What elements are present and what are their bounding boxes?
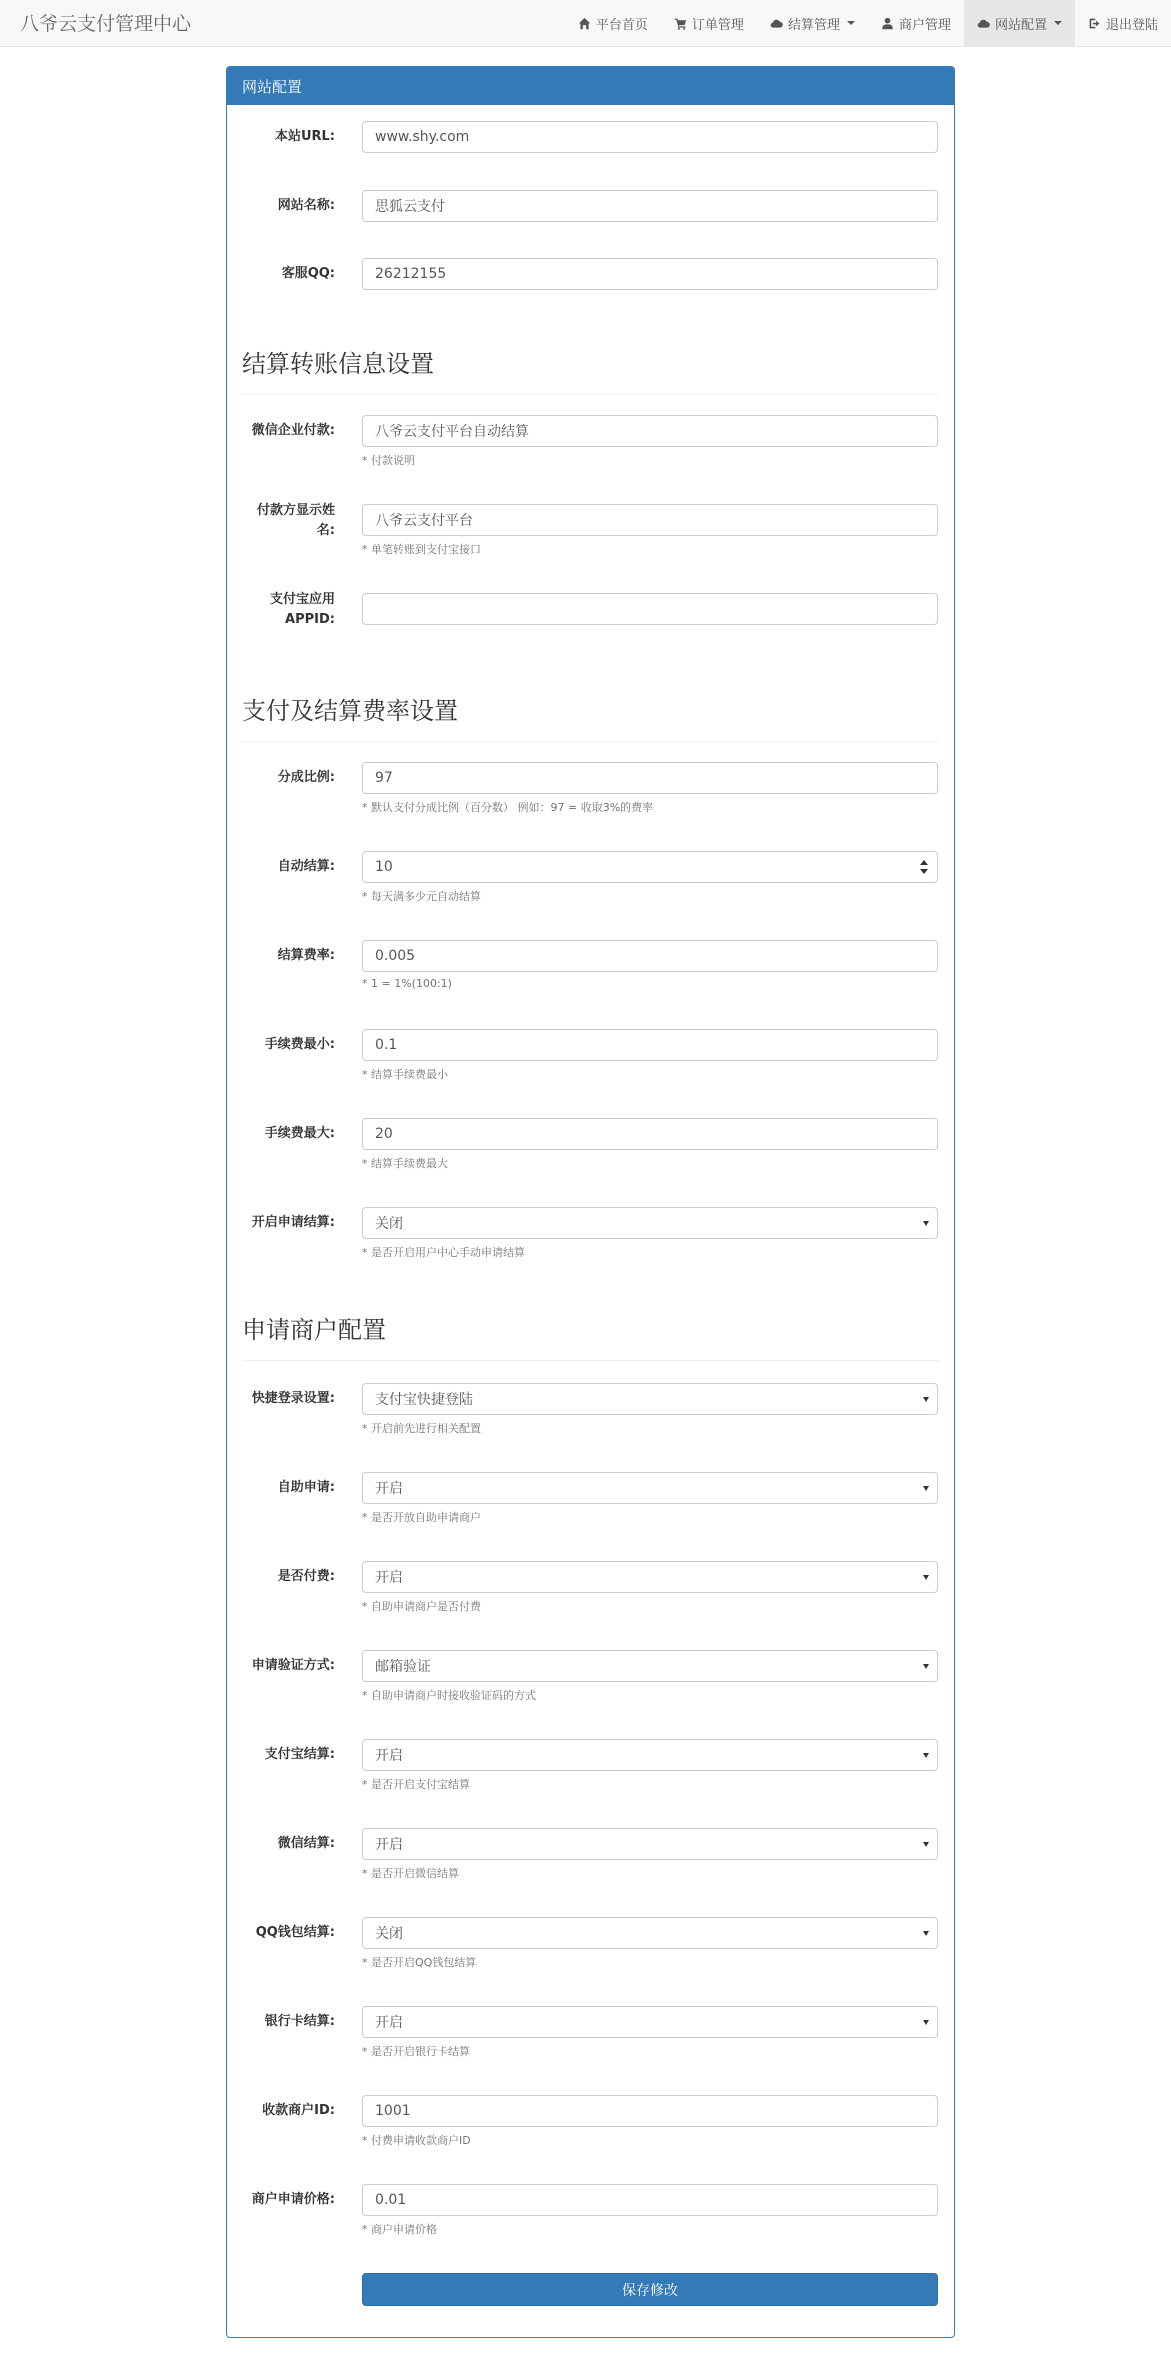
save-button[interactable]: 保存修改 (362, 2273, 938, 2306)
help-text: * 结算手续费最小 (362, 1068, 448, 1081)
verify-method-select[interactable]: 邮箱验证 (362, 1650, 938, 1682)
field-label: 微信企业付款: (251, 423, 335, 438)
field-label: 客服QQ: (281, 266, 335, 281)
field-label: 分成比例: (277, 770, 335, 785)
fee-min-input[interactable]: 0.1 (362, 1029, 938, 1061)
navbar (0, 0, 1171, 47)
nav-menu (565, 0, 1171, 46)
help-text: * 默认支付分成比例（百分数） 例如：97 = 收取3%的费率 (362, 801, 654, 814)
help-text: * 是否开启支付宝结算 (362, 1778, 470, 1791)
nav-item-merchants[interactable] (868, 0, 964, 46)
field-label: 结算费率: (277, 948, 335, 963)
section-title-merchant: 申请商户配置 (242, 1316, 386, 1344)
self-apply-select[interactable]: 开启 (362, 1472, 938, 1504)
help-text: * 商户申请价格 (362, 2223, 437, 2236)
fee-max-input[interactable]: 20 (362, 1118, 938, 1150)
app-title[interactable]: 八爷云支付管理中心 (20, 13, 192, 35)
field-label: 快捷登录设置: (251, 1391, 335, 1406)
nav-label: 订单管理 (691, 17, 744, 33)
divider (242, 1360, 939, 1361)
nav-label: 平台首页 (595, 17, 648, 33)
merchant-id-input[interactable]: 1001 (362, 2095, 938, 2127)
service-qq-input[interactable]: 26212155 (362, 258, 938, 290)
wechat-payment-input[interactable]: 八爷云支付平台自动结算 (362, 415, 938, 447)
share-ratio-input[interactable]: 97 (362, 762, 938, 794)
label-line: 名: (316, 523, 335, 538)
help-text: * 付款说明 (362, 454, 415, 467)
help-text: * 是否开放自助申请商户 (362, 1511, 481, 1524)
nav-label: 结算管理 (787, 17, 840, 33)
panel-heading: 网站配置 (227, 67, 954, 105)
bank-settle-select[interactable]: 开启 (362, 2006, 938, 2038)
stepper-value: 10 (375, 859, 393, 875)
help-text: * 付费申请收款商户ID (362, 2134, 471, 2147)
field-label: QQ钱包结算: (255, 1925, 335, 1940)
field-label: 手续费最大: (264, 1126, 335, 1141)
apply-settle-select[interactable]: 关闭 (362, 1207, 938, 1239)
field-label: 网站名称: (277, 198, 335, 213)
field-label: 手续费最小: (264, 1037, 335, 1052)
help-text: * 开启前先进行相关配置 (362, 1422, 481, 1435)
quick-login-select[interactable]: 支付宝快捷登陆 (362, 1383, 938, 1415)
field-label: 开启申请结算: (251, 1215, 335, 1230)
field-label (227, 590, 335, 630)
nav-label: 网站配置 (994, 17, 1047, 33)
caret-down-icon (1054, 21, 1062, 25)
nav-item-home[interactable] (565, 0, 661, 46)
site-config-panel (226, 66, 955, 2338)
user-icon (881, 17, 894, 30)
help-text: * 是否开启QQ钱包结算 (362, 1956, 477, 1969)
field-label: 本站URL: (274, 129, 335, 144)
cloud-icon (977, 17, 990, 30)
payer-name-input[interactable]: 八爷云支付平台 (362, 504, 938, 536)
alipay-appid-input[interactable] (362, 593, 938, 625)
site-name-input[interactable]: 思狐云支付 (362, 190, 938, 222)
help-text: * 结算手续费最大 (362, 1157, 448, 1170)
site-url-input[interactable]: www.shy.com (362, 121, 938, 153)
wechat-settle-select[interactable]: 开启 (362, 1828, 938, 1860)
apply-price-input[interactable]: 0.01 (362, 2184, 938, 2216)
field-label: 收款商户ID: (262, 2103, 335, 2118)
settle-rate-input[interactable]: 0.005 (362, 940, 938, 972)
nav-item-site-config[interactable] (964, 0, 1075, 46)
paid-apply-select[interactable]: 开启 (362, 1561, 938, 1593)
divider (242, 394, 939, 395)
auto-settle-stepper[interactable] (362, 851, 938, 883)
cart-icon (674, 17, 687, 30)
label-line: 支付宝应用 (269, 592, 335, 607)
label-line: APPID: (285, 612, 335, 627)
nav-item-settlement[interactable] (757, 0, 868, 46)
qqwallet-settle-select[interactable]: 关闭 (362, 1917, 938, 1949)
help-text: * 自助申请商户时接收验证码的方式 (362, 1689, 536, 1702)
help-text: * 单笔转账到支付宝接口 (362, 543, 481, 556)
nav-label: 商户管理 (898, 17, 951, 33)
nav-item-orders[interactable] (661, 0, 757, 46)
divider (242, 741, 939, 742)
field-label: 微信结算: (277, 1836, 335, 1851)
field-label: 支付宝结算: (264, 1747, 335, 1762)
help-text: * 自助申请商户是否付费 (362, 1600, 481, 1613)
field-label: 自助申请: (277, 1480, 335, 1495)
field-label: 商户申请价格: (251, 2192, 335, 2207)
alipay-settle-select[interactable]: 开启 (362, 1739, 938, 1771)
caret-down-icon (847, 21, 855, 25)
field-label: 是否付费: (277, 1569, 335, 1584)
help-text: * 是否开启微信结算 (362, 1867, 459, 1880)
spinner-arrows-icon[interactable] (920, 860, 928, 874)
help-text: * 1 = 1%(100:1) (362, 977, 452, 990)
section-title-transfer: 结算转账信息设置 (242, 350, 434, 378)
label-line: 付款方显示姓 (256, 503, 335, 518)
help-text: * 是否开启用户中心手动申请结算 (362, 1246, 525, 1259)
help-text: * 是否开启银行卡结算 (362, 2045, 470, 2058)
nav-item-logout[interactable] (1075, 0, 1171, 46)
field-label: 银行卡结算: (264, 2014, 335, 2029)
logout-icon (1088, 17, 1101, 30)
nav-label: 退出登陆 (1105, 17, 1158, 33)
home-icon (578, 17, 591, 30)
help-text: * 每天满多少元自动结算 (362, 890, 481, 903)
field-label: 自动结算: (277, 859, 335, 874)
section-title-rates: 支付及结算费率设置 (242, 697, 458, 725)
field-label: 申请验证方式: (251, 1658, 335, 1673)
field-label (227, 501, 335, 541)
cloud-icon (770, 17, 783, 30)
